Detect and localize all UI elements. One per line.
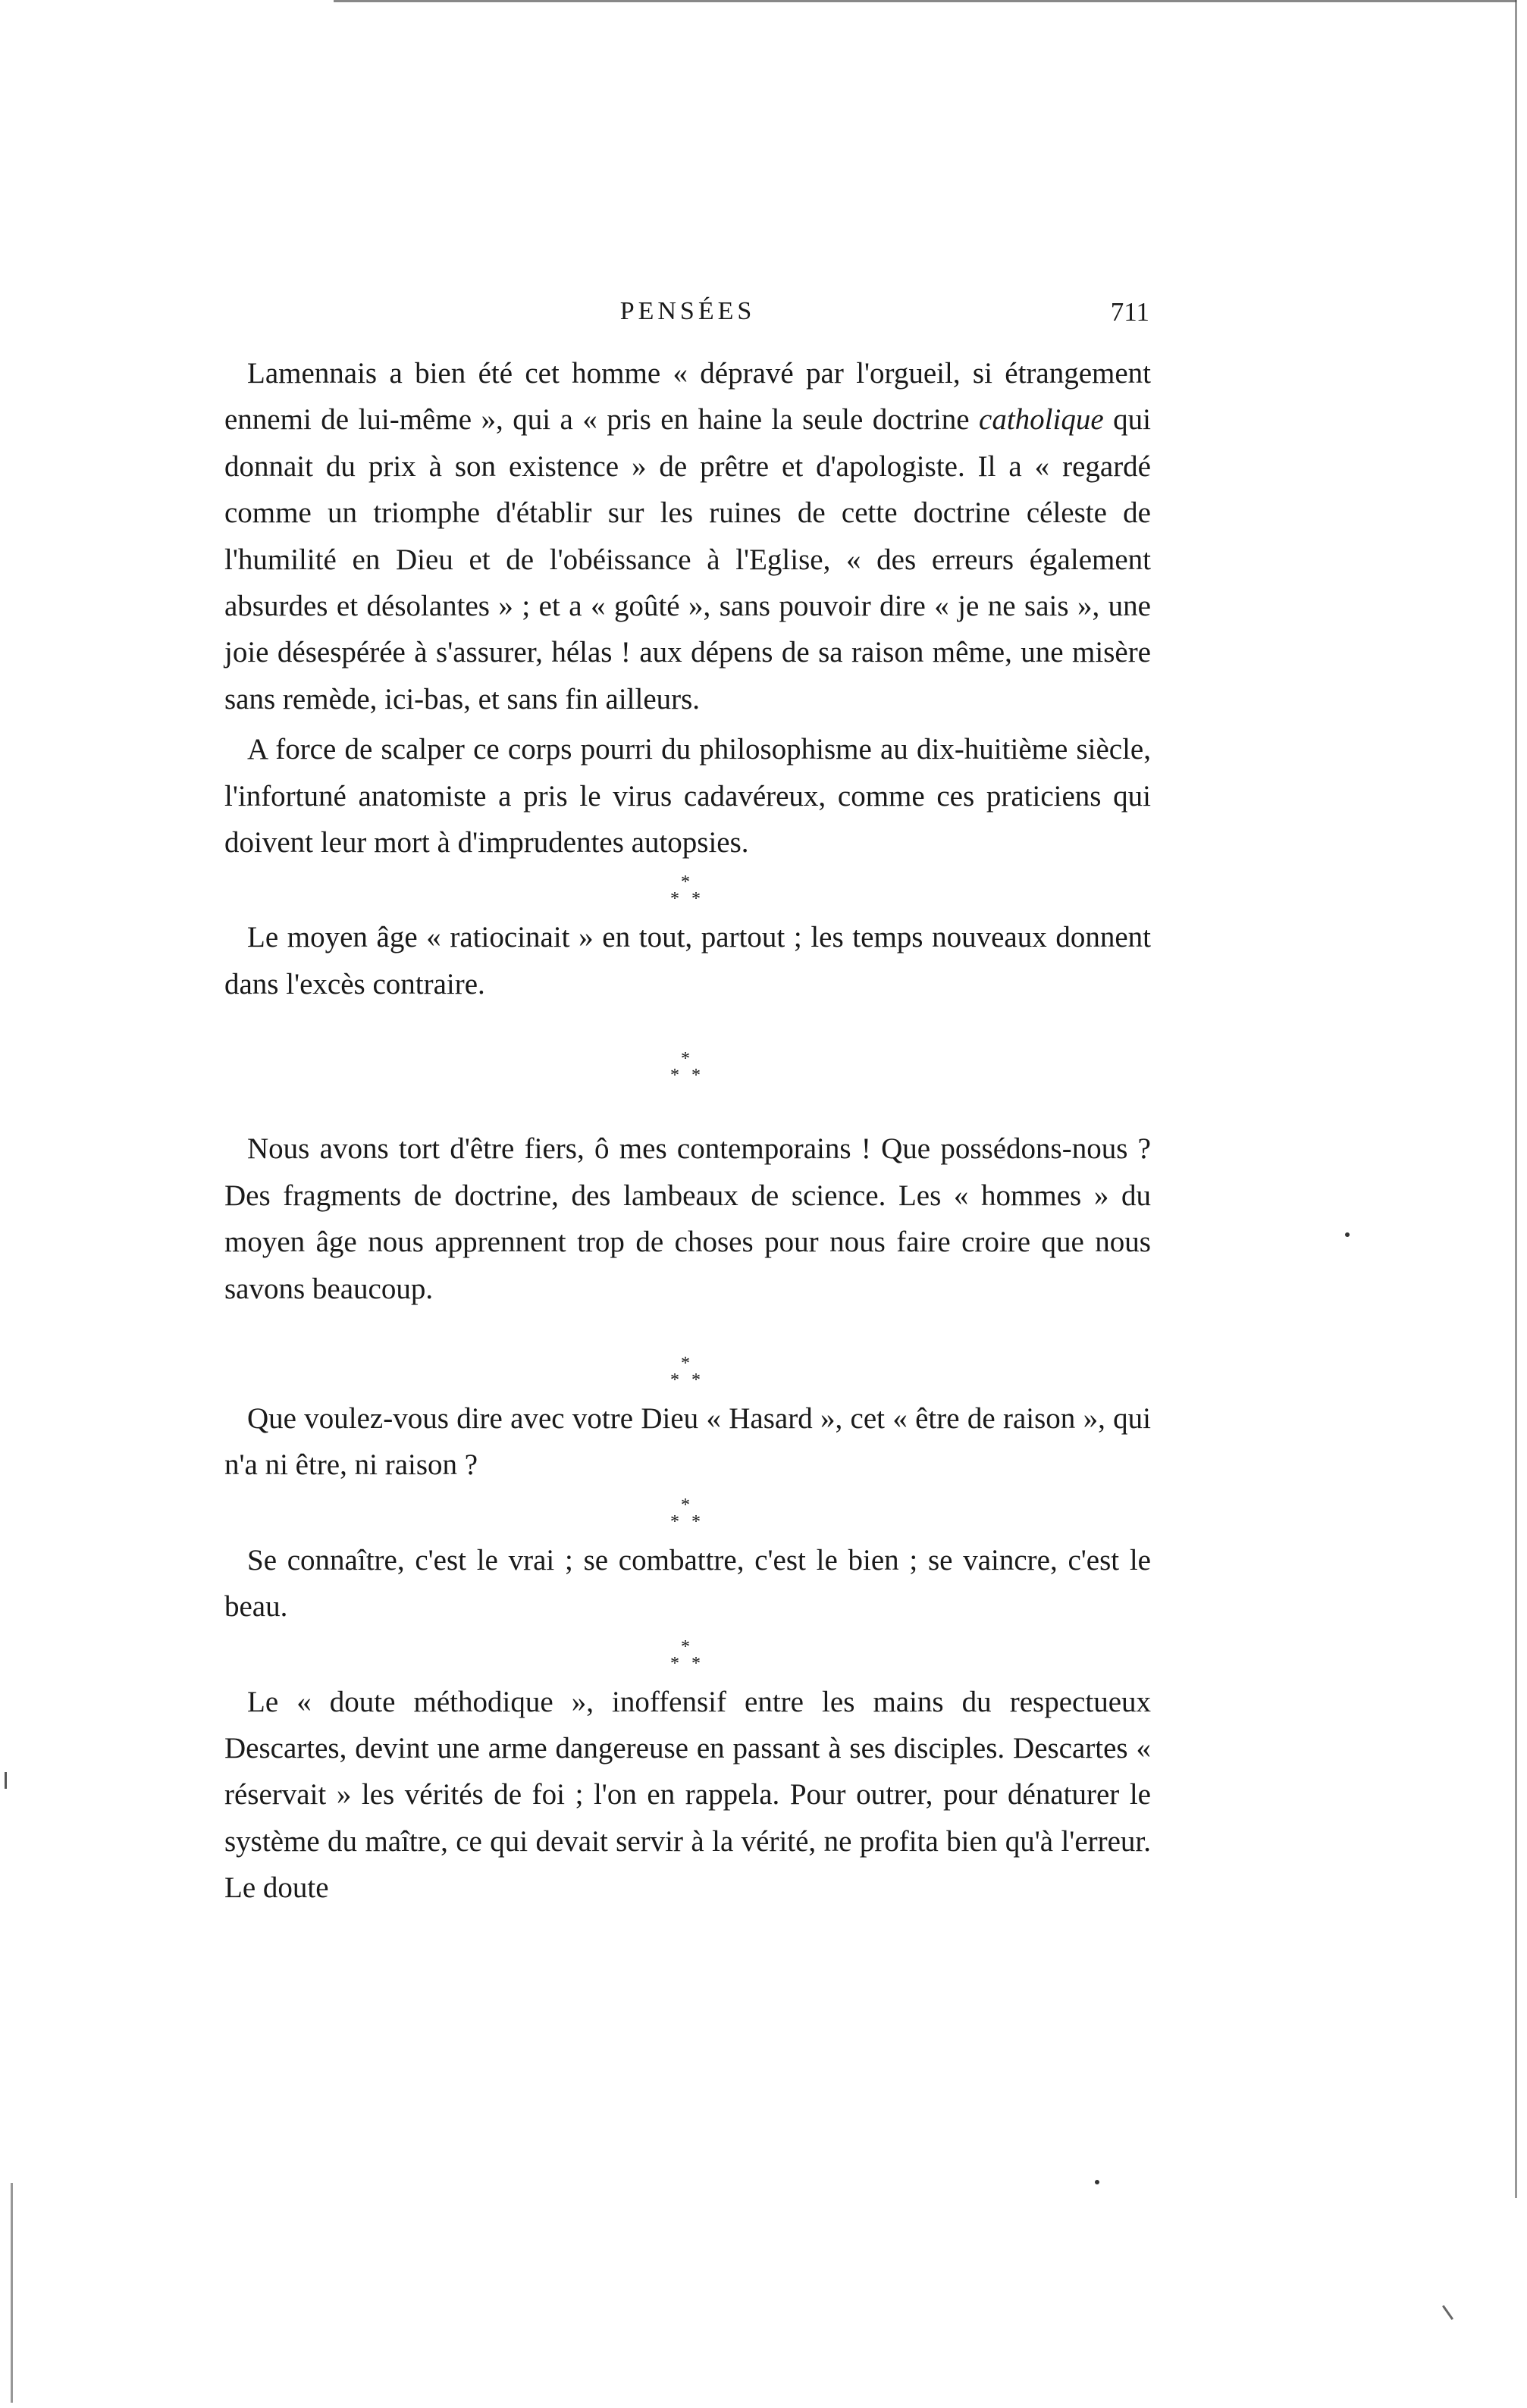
paragraph-contemporains: Nous avons tort d'être fiers, ô mes contemporains ! Que possédons-nous ? Des fragments de doctrine, des lambeaux de science. Les « hommes » du moyen âge nous apprennent trop de choses pour nous faire croire que nous savons beaucoup. xyxy=(224,1132,1151,1305)
scan-right-edge xyxy=(1515,0,1517,2198)
paragraph-hasard: Que voulez-vous dire avec votre Dieu « Hasard », cet « être de raison », qui n'a ni être, ni raison ? xyxy=(224,1401,1151,1482)
scan-speck xyxy=(1345,1232,1350,1237)
page-header xyxy=(226,297,1149,340)
page-number: 711 xyxy=(1110,297,1149,327)
asterism-star: * xyxy=(691,1511,701,1532)
asterism-star: * xyxy=(681,1353,690,1373)
paragraph-lamennais-start: Lamennais a bien été cet homme « dépravé par l'orgueil, si étrangement ennemi de lui-même », qui a « pris en haine la seule doctrine xyxy=(224,357,1151,437)
asterism-divider xyxy=(224,866,1151,914)
asterism-star: * xyxy=(670,1370,679,1390)
asterism-star: * xyxy=(681,1636,690,1657)
italic-word: catholique xyxy=(979,403,1104,437)
scan-mark xyxy=(5,1772,7,1789)
asterism-star: * xyxy=(670,1511,679,1532)
scan-tick xyxy=(1442,2305,1453,2320)
asterism-star: * xyxy=(670,889,679,910)
paragraph-scalper: A force de scalper ce corps pourri du philosophisme au dix-huitième siècle, l'infortuné anatomiste a pris le virus cadavéreux, comme ces praticiens qui doivent leur mort à d'imprudentes autopsies. xyxy=(224,733,1151,860)
paragraph-doute-methodique: Le « doute méthodique », inoffensif entre les mains du respectueux Descartes, devint une arme dangereuse en passant à ses disciples. Descartes « réservait » les vérités de foi ; l'on en rappela. Pour outrer, pour dénaturer le système du maître, ce qui devait servir à la vérité, ne profita bien qu'à l'erreur. Le doute xyxy=(224,1685,1151,1905)
scan-speck xyxy=(1095,2180,1099,2184)
scan-left-edge xyxy=(11,2183,13,2403)
asterism-star: * xyxy=(670,1653,679,1674)
paragraph-se-connaitre: Se connaître, c'est le vrai ; se combattre, c'est le bien ; se vaincre, c'est le beau. xyxy=(224,1543,1151,1624)
asterism-star: * xyxy=(670,1066,679,1086)
asterism-star: * xyxy=(691,1066,701,1086)
asterism-star: * xyxy=(691,1370,701,1390)
asterism-star: * xyxy=(681,1049,690,1069)
asterism-star: * xyxy=(691,1653,701,1674)
asterism-divider xyxy=(224,1347,1151,1395)
asterism-star: * xyxy=(691,889,701,910)
paragraph-lamennais xyxy=(224,350,1151,722)
paragraph-moyen-age: Le moyen âge « ratiocinait » en tout, partout ; les temps nouveaux donnent dans l'excès contraire. xyxy=(224,921,1151,1000)
asterism-star: * xyxy=(681,872,690,893)
asterism-divider xyxy=(224,1489,1151,1537)
paragraph-lamennais-end: qui donnait du prix à son existence » de prêtre et d'apologiste. Il a « regardé comme un triomphe d'établir sur les ruines de cette doctrine céleste de l'humilité en Dieu et de l'obéissance à l'Eglise, « des erreurs également absurdes et désolantes » ; et a « goûté », sans pouvoir dire « je ne sais », une joie désespérée à s'assurer, hélas ! aux dépens de sa raison même, une misère sans remède, ici-bas, et sans fin ailleurs. xyxy=(224,403,1151,716)
body-text xyxy=(224,350,1151,1912)
asterism-star: * xyxy=(681,1495,690,1515)
running-title: PENSÉES xyxy=(619,297,756,325)
scan-top-rule xyxy=(334,0,1516,2)
asterism-divider xyxy=(224,1042,1151,1091)
asterism-divider xyxy=(224,1630,1151,1679)
